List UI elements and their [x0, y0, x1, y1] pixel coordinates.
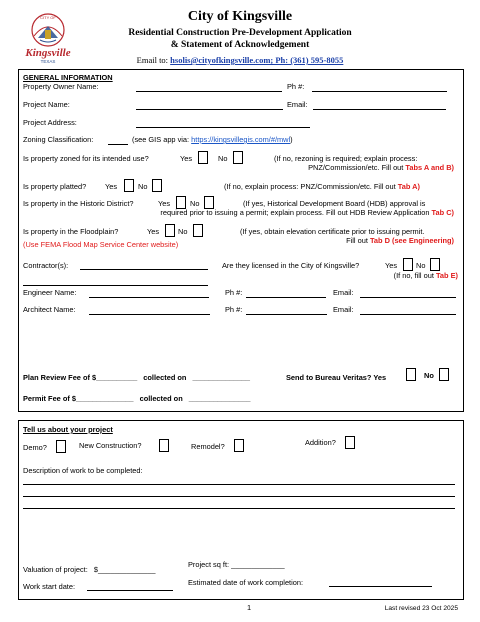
flood-note-1: (If yes, obtain elevation certificate prior to issuing permit.	[240, 227, 425, 236]
email-label: Email:	[287, 100, 308, 109]
page-title: City of Kingsville	[187, 9, 293, 24]
fema-note: (Use FEMA Flood Map Service Center website)	[23, 240, 179, 249]
zoned-no-checkbox[interactable]	[233, 151, 243, 164]
engineer-email-label: Email:	[333, 288, 354, 297]
sqft-label: Project sq ft:	[188, 560, 230, 569]
architect-label: Architect Name:	[23, 305, 76, 314]
flood-yes-label: Yes	[147, 227, 160, 236]
licensed-no-checkbox[interactable]	[430, 258, 440, 271]
permit-collected-label: collected on	[139, 394, 183, 403]
page-subtitle-1: Residential Construction Pre-Development Application	[128, 28, 352, 38]
description-line-3[interactable]	[23, 508, 455, 509]
zoning-gis-note	[132, 135, 293, 144]
historic-no-label: No	[190, 199, 200, 208]
demo-label: Demo?	[23, 443, 47, 452]
owner-name-field[interactable]	[136, 91, 282, 92]
historic-note-2-text: required prior to issuing a permit; explain process. Fill out HDB Review Application	[160, 208, 430, 217]
engineer-phone-field[interactable]	[246, 297, 326, 298]
plan-collected-label: collected on	[143, 373, 187, 382]
owner-phone-label: Ph #:	[287, 82, 305, 91]
architect-name-field[interactable]	[89, 314, 210, 315]
flood-tab-ref: Tab D (see Engineering)	[369, 236, 454, 245]
page-subtitle-2: & Statement of Acknowledgement	[170, 40, 310, 50]
plan-fee-blank[interactable]: __________	[96, 373, 138, 382]
zoned-note-1: (If no, rezoning is required; explain process:	[274, 154, 418, 163]
start-date-field[interactable]	[87, 590, 173, 591]
plan-collected-blank[interactable]: ______________	[192, 373, 251, 382]
owner-phone-field[interactable]	[312, 91, 447, 92]
historic-tab-ref: Tab C)	[431, 208, 454, 217]
description-label: Description of work to be completed:	[23, 466, 143, 475]
logo-sub-text: TEXAS	[40, 59, 56, 64]
licensed-tab-ref: Tab E)	[435, 271, 458, 280]
platted-tab-ref: Tab A)	[397, 182, 420, 191]
zoning-gis-text: (see GIS app via:	[132, 135, 190, 144]
historic-yes-label: Yes	[158, 199, 171, 208]
page-number: 1	[247, 603, 252, 612]
description-line-2[interactable]	[23, 496, 455, 497]
contractor-field-2[interactable]	[23, 285, 208, 286]
owner-label: Property Owner Name:	[23, 82, 99, 91]
bureau-veritas-question: Send to Bureau Veritas? Yes	[286, 373, 387, 382]
zoned-note-2	[308, 163, 454, 172]
zoned-no-label: No	[218, 154, 228, 163]
plan-review-fee-line	[23, 373, 250, 382]
engineer-email-field[interactable]	[360, 297, 456, 298]
platted-yes-label: Yes	[105, 182, 118, 191]
project-name-label: Project Name:	[23, 100, 70, 109]
remodel-checkbox[interactable]	[234, 439, 244, 452]
architect-email-field[interactable]	[360, 314, 456, 315]
licensed-yes-label: Yes	[385, 261, 398, 270]
architect-phone-field[interactable]	[246, 314, 327, 315]
project-heading: Tell us about your project	[23, 425, 113, 434]
demo-checkbox[interactable]	[56, 440, 66, 453]
project-address-label: Project Address:	[23, 118, 77, 127]
flood-note-2-text: Fill out	[346, 236, 368, 245]
permit-fee-line	[23, 394, 250, 403]
revision-date: Last revised 23 Oct 2025	[384, 605, 458, 612]
zoned-yes-label: Yes	[180, 154, 193, 163]
email-field[interactable]	[313, 109, 446, 110]
logo-seal-text: CITY OF	[40, 15, 56, 20]
platted-yes-checkbox[interactable]	[124, 179, 134, 192]
contractor-label: Contractor(s):	[23, 261, 69, 270]
platted-no-checkbox[interactable]	[152, 179, 162, 192]
platted-note	[224, 182, 420, 191]
flood-no-checkbox[interactable]	[193, 224, 203, 237]
permit-collected-blank[interactable]: _______________	[188, 394, 251, 403]
contractor-field-1[interactable]	[80, 269, 208, 270]
addition-label: Addition?	[305, 438, 336, 447]
logo-wordmark: Kingsville	[25, 47, 71, 59]
valuation-blank[interactable]: $______________	[93, 565, 156, 574]
email-line	[0, 55, 480, 65]
historic-note-1: (If yes, Historical Development Board (HDB) approval is	[243, 199, 426, 208]
completion-date-label: Estimated date of work completion:	[188, 578, 304, 587]
zoning-field[interactable]	[108, 144, 128, 145]
zoning-label: Zoning Classification:	[23, 135, 94, 144]
project-address-field[interactable]	[136, 127, 310, 128]
permit-fee-label: Permit Fee of $	[23, 394, 76, 403]
engineer-label: Engineer Name:	[23, 288, 77, 297]
valuation-label: Valuation of project:	[23, 565, 88, 574]
zoned-note-2-text: PNZ/Commission/etc. Fill out	[308, 163, 404, 172]
historic-question: Is property in the Historic District?	[23, 199, 134, 208]
engineer-phone-label: Ph #:	[225, 288, 243, 297]
permit-fee-blank[interactable]: ______________	[75, 394, 134, 403]
email-contact-link[interactable]: hsolis@cityofkingsville.com; Ph: (361) 595-8055	[170, 55, 344, 65]
architect-phone-label: Ph #:	[225, 305, 243, 314]
email-prefix: Email to:	[136, 55, 171, 65]
licensed-yes-checkbox[interactable]	[403, 258, 413, 271]
general-heading: GENERAL INFORMATION	[23, 73, 113, 82]
licensed-note	[394, 271, 458, 280]
zoned-yes-checkbox[interactable]	[198, 151, 208, 164]
valuation-line	[23, 565, 156, 574]
zoned-question: Is property zoned for its intended use?	[23, 154, 149, 163]
platted-no-label: No	[138, 182, 148, 191]
architect-email-label: Email:	[333, 305, 354, 314]
licensed-question: Are they licensed in the City of Kingsville?	[222, 261, 360, 270]
description-line-1[interactable]	[23, 484, 455, 485]
flood-yes-checkbox[interactable]	[165, 224, 175, 237]
flood-no-label: No	[178, 227, 188, 236]
start-date-label: Work start date:	[23, 582, 76, 591]
zoning-close: )	[290, 135, 293, 144]
engineer-name-field[interactable]	[89, 297, 209, 298]
bureau-no-checkbox[interactable]	[439, 368, 449, 381]
remodel-label: Remodel?	[191, 442, 225, 451]
flood-question: Is property in the Floodplain?	[23, 227, 119, 236]
flood-note-2	[346, 236, 454, 245]
project-name-field[interactable]	[136, 109, 283, 110]
bureau-no-label: No	[424, 371, 434, 380]
sqft-blank[interactable]: _____________	[231, 560, 285, 569]
new-construction-checkbox[interactable]	[159, 439, 169, 452]
licensed-no-label: No	[416, 261, 426, 270]
plan-fee-label: Plan Review Fee of $	[23, 373, 97, 382]
platted-question: Is property platted?	[23, 182, 87, 191]
addition-checkbox[interactable]	[345, 436, 355, 449]
platted-note-text: (If no, explain process: PNZ/Commission/etc. Fill out	[224, 182, 396, 191]
zoned-tab-ref: Tabs A and B)	[405, 163, 454, 172]
gis-link[interactable]: https://kingsvillegis.com/#/mwl	[191, 135, 291, 144]
bureau-yes-checkbox[interactable]	[406, 368, 416, 381]
completion-date-field[interactable]	[329, 586, 432, 587]
historic-note-2	[160, 208, 454, 217]
sqft-line	[188, 560, 285, 569]
new-construction-label: New Construction?	[79, 441, 142, 450]
licensed-note-text: (If no, fill out	[393, 271, 434, 280]
